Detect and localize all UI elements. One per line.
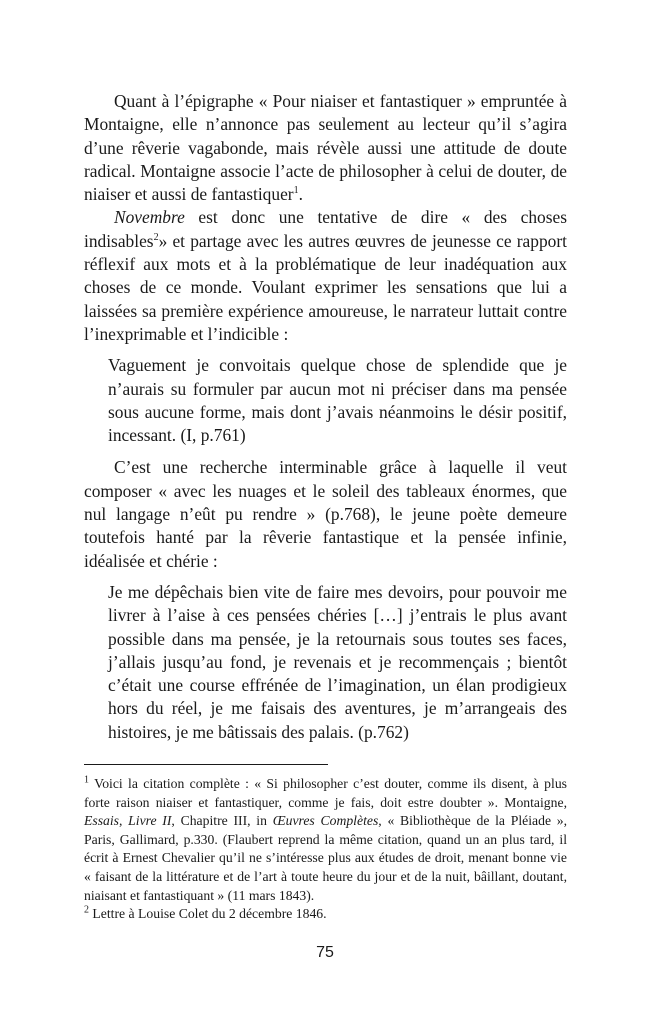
paragraph-novembre: [84, 206, 567, 346]
paragraph-end: .: [298, 184, 303, 205]
work-title: Novembre: [114, 207, 185, 228]
footnote-2: [84, 905, 567, 924]
footnote-title: Essais: [84, 813, 119, 829]
paragraph-text: » et partage avec les autres œuvres de jeunesse ce rapport réflexif aux mots et à la problématique de leur inadéquation aux choses de ce monde. Voulant exprimer les sensations que lui a laissées sa première expérience amoureuse, le narrateur luttait contre l’inexprimable et l’indicible :: [84, 230, 567, 344]
paragraph-recherche: C’est une recherche interminable grâce à laquelle il veut composer « avec les nuages et le soleil des tableaux énormes, que nul langage n’eût pu rendre » (p.768), le jeune poète demeure toutefois hanté par la rêverie fantastique et la pensée infinie, idéalisée et chérie :: [84, 457, 567, 571]
footnote-1: [84, 775, 567, 905]
page-number: 75: [316, 944, 334, 961]
page-content: [84, 90, 567, 924]
footnote-text: Lettre à Louise Colet du 2 décembre 1846.: [89, 906, 327, 922]
paragraph-text: est donc une tentative de dire « des choses indisables: [84, 207, 567, 251]
footnote-separator: [84, 764, 328, 765]
paragraph-epigraph: [84, 90, 567, 206]
footnote-text: Voici la citation complète : « Si philosopher c’est douter, comme ils disent, à plus forte raison niaiser et fantastiquer, comme je fais, doit estre doubter ». Montaigne,: [84, 776, 567, 810]
footnote-text: , « Bibliothèque de la Pléiade », Paris, Gallimard, p.330. (Flaubert reprend la même citation, quand un an plus tard, il écrit à Ernest Chevalier qu’il ne s’intéresse plus aux études de droit, menant bonne vie « faisant de la littérature et de l’art à toute heure du jour et de la nuit, bâillant, doutant, niaisant et fantastiquant » (11 mars 1843).: [84, 813, 568, 903]
footnote-marker: 2: [84, 904, 89, 916]
footnote-ref-2[interactable]: 2: [153, 231, 159, 243]
footnote-text: , Chapitre III, in: [171, 813, 273, 829]
paragraph-text: Quant à l’épigraphe « Pour niaiser et fantastiquer » empruntée à Montaigne, elle n’annonce pas seulement au lecteur qu’il s’agira d’une rêverie vagabonde, mais révèle aussi une attitude de doute radical. Montaigne associe l’acte de philosopher à celui de douter, de niaiser et aussi de fantastiquer: [84, 91, 567, 205]
block-quote-2: Je me dépêchais bien vite de faire mes devoirs, pour pouvoir me livrer à l’aise à ces pensées chéries […] j’entrais le plus avant possible dans ma pensée, je la retournais sous toutes ses faces, j’allais jusqu’au fond, je revenais et je recommençais ; bientôt c’était une course effrénée de l’imagination, un élan prodigieux hors du réel, je me faisais des aventures, je m’arrangeais des histoires, je me bâtissais des palais. (p.762): [108, 581, 567, 742]
footnote-ref-1[interactable]: 1: [293, 185, 299, 197]
block-quote-1: Vaguement je convoitais quelque chose de splendide que je n’aurais su formuler par aucun mot ni préciser dans ma pensée sous aucune forme, mais dont j’avais néanmoins le désir positif, incessant. (I, p.761): [108, 355, 567, 446]
footnote-title: Livre II: [128, 813, 172, 829]
footnote-marker: 1: [84, 774, 89, 786]
footnote-text: ,: [119, 813, 129, 829]
footnote-title: Œuvres Complètes: [272, 813, 379, 829]
